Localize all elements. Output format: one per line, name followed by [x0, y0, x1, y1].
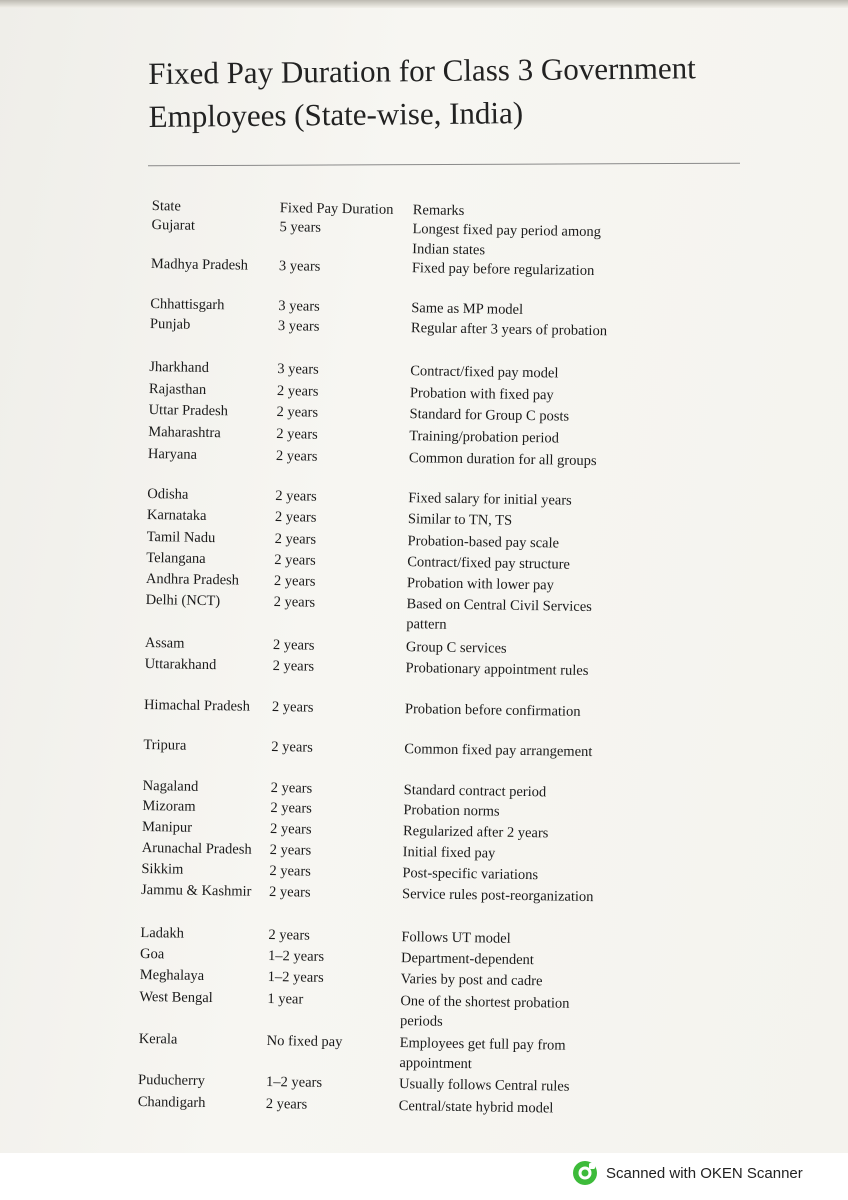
cell-remarks: Central/state hybrid model — [398, 1098, 554, 1117]
cell-duration: 2 years — [273, 573, 316, 590]
cell-state: Ladakh — [140, 924, 185, 942]
cell-duration: 2 years — [275, 488, 317, 505]
cell-duration: 2 years — [268, 883, 311, 901]
cell-state: Gujarat — [151, 217, 196, 234]
cell-remarks: Regular after 3 years of probation — [410, 320, 608, 340]
cell-duration: 2 years — [276, 383, 319, 400]
cell-remarks: Post-specific variations — [402, 865, 539, 884]
cell-state: Chhattisgarh — [150, 296, 225, 314]
cell-remarks: Longest fixed pay period among Indian states — [412, 221, 602, 259]
scanner-footer — [572, 1160, 803, 1186]
cell-duration: 1 year — [267, 990, 304, 1008]
cell-duration: 2 years — [273, 594, 316, 611]
table-row — [135, 987, 736, 1036]
cell-state: Uttar Pradesh — [148, 402, 229, 420]
cell-state: Andhra Pradesh — [145, 571, 240, 589]
cell-state: Nagaland — [142, 777, 199, 795]
cell-duration: 2 years — [271, 739, 313, 756]
cell-remarks: Varies by post and cadre — [400, 971, 543, 990]
cell-state: Uttarakhand — [144, 656, 217, 674]
cell-state: Arunachal Pradesh — [141, 839, 252, 858]
cell-remarks: Probation with lower pay — [406, 575, 555, 594]
cell-duration: 2 years — [276, 426, 318, 443]
cell-remarks: Training/probation period — [409, 428, 560, 447]
cell-state: Manipur — [141, 818, 193, 836]
cell-duration: 2 years — [272, 637, 315, 654]
cell-remarks: Fixed salary for initial years — [408, 490, 572, 509]
cell-remarks: Initial fixed pay — [402, 844, 496, 862]
header-remarks: Remarks — [412, 202, 465, 219]
cell-duration: 2 years — [276, 404, 319, 421]
cell-state: Kerala — [138, 1030, 178, 1048]
cell-remarks: Group C services — [405, 639, 507, 657]
data-table — [137, 196, 748, 1117]
cell-state: Maharashtra — [148, 424, 221, 442]
table-row — [141, 590, 742, 639]
cell-remarks: Probation with fixed pay — [409, 385, 554, 404]
title-divider — [148, 163, 740, 167]
cell-remarks: Probationary appointment rules — [405, 660, 589, 679]
cell-duration: 1–2 years — [265, 1073, 323, 1091]
header-duration: Fixed Pay Duration — [279, 200, 394, 218]
cell-remarks: Regularized after 2 years — [402, 823, 549, 842]
page-title: Fixed Pay Duration for Class 3 Government Employees (State-wise, India) — [148, 50, 696, 134]
table-row — [133, 1092, 734, 1141]
cell-remarks: Follows UT model — [401, 929, 511, 947]
cell-remarks: Department-dependent — [400, 950, 535, 969]
cell-state: West Bengal — [139, 988, 213, 1007]
cell-remarks: One of the shortest probation periods — [399, 993, 570, 1030]
cell-state: Tamil Nadu — [146, 529, 216, 547]
cell-state: Puducherry — [137, 1071, 206, 1090]
cell-remarks: Same as MP model — [411, 300, 524, 318]
cell-remarks: Similar to TN, TS — [407, 511, 513, 529]
cell-state: Madhya Pradesh — [150, 256, 249, 274]
cell-remarks: Probation before confirmation — [404, 701, 581, 720]
cell-duration: 2 years — [269, 841, 312, 859]
cell-duration: 1–2 years — [267, 947, 325, 965]
cell-remarks: Common fixed pay arrangement — [404, 741, 593, 761]
cell-remarks: Service rules post-reorganization — [401, 886, 594, 906]
cell-remarks: Probation-based pay scale — [407, 533, 560, 552]
cell-duration: 2 years — [274, 531, 317, 548]
cell-state: Jharkhand — [149, 359, 210, 376]
cell-state: Haryana — [147, 446, 198, 463]
cell-duration: 2 years — [269, 862, 312, 880]
cell-duration: 2 years — [275, 448, 318, 465]
cell-duration: 3 years — [278, 298, 320, 315]
cell-remarks: Probation norms — [403, 802, 500, 820]
cell-state: Sikkim — [141, 860, 184, 878]
cell-duration: 2 years — [270, 799, 312, 817]
cell-remarks: Contract/fixed pay structure — [407, 554, 571, 573]
scanned-page — [0, 8, 848, 1153]
cell-state: Telangana — [146, 550, 206, 567]
cell-remarks: Fixed pay before regularization — [411, 260, 595, 280]
scanner-footer-text: Scanned with OKEN Scanner — [606, 1164, 803, 1182]
cell-duration: 3 years — [277, 318, 320, 335]
cell-duration: 1–2 years — [267, 968, 324, 986]
cell-state: Meghalaya — [139, 966, 205, 984]
cell-state: Delhi (NCT) — [145, 592, 221, 610]
cell-duration: 3 years — [278, 258, 321, 275]
cell-duration: 5 years — [279, 219, 322, 236]
oken-scanner-logo-icon — [572, 1160, 598, 1186]
cell-duration: 2 years — [269, 820, 312, 838]
cell-state: Karnataka — [146, 507, 207, 524]
cell-state: Himachal Pradesh — [143, 697, 251, 715]
cell-remarks: Standard contract period — [403, 782, 547, 801]
cell-remarks: Usually follows Central rules — [398, 1076, 570, 1095]
cell-remarks: Standard for Group C posts — [409, 406, 570, 425]
cell-state: Chandigarh — [137, 1093, 206, 1112]
cell-state: Odisha — [147, 486, 189, 503]
cell-remarks: Employees get full pay from appointment — [399, 1035, 566, 1073]
table-row — [137, 880, 738, 929]
cell-remarks: Contract/fixed pay model — [410, 363, 559, 382]
cell-duration: 2 years — [271, 699, 314, 716]
cell-duration: No fixed pay — [266, 1032, 343, 1051]
cell-state: Tripura — [143, 736, 187, 754]
cell-state: Goa — [139, 945, 165, 963]
cell-duration: 2 years — [274, 552, 316, 569]
cell-remarks: Based on Central Civil Services pattern — [406, 596, 592, 633]
scan-top-edge — [0, 0, 848, 8]
cell-state: Assam — [144, 635, 185, 652]
cell-state: Punjab — [149, 316, 191, 333]
cell-state: Rajasthan — [148, 381, 207, 398]
cell-state: Jammu & Kashmir — [140, 881, 252, 900]
cell-duration: 3 years — [277, 361, 319, 378]
cell-duration: 2 years — [270, 780, 313, 797]
cell-duration: 2 years — [265, 1095, 308, 1113]
header-state: State — [151, 198, 181, 215]
cell-state: Mizoram — [142, 797, 196, 815]
table-row — [146, 314, 747, 363]
cell-duration: 2 years — [268, 926, 310, 944]
cell-remarks: Common duration for all groups — [408, 450, 597, 470]
cell-duration: 2 years — [274, 509, 317, 526]
cell-duration: 2 years — [272, 658, 315, 675]
